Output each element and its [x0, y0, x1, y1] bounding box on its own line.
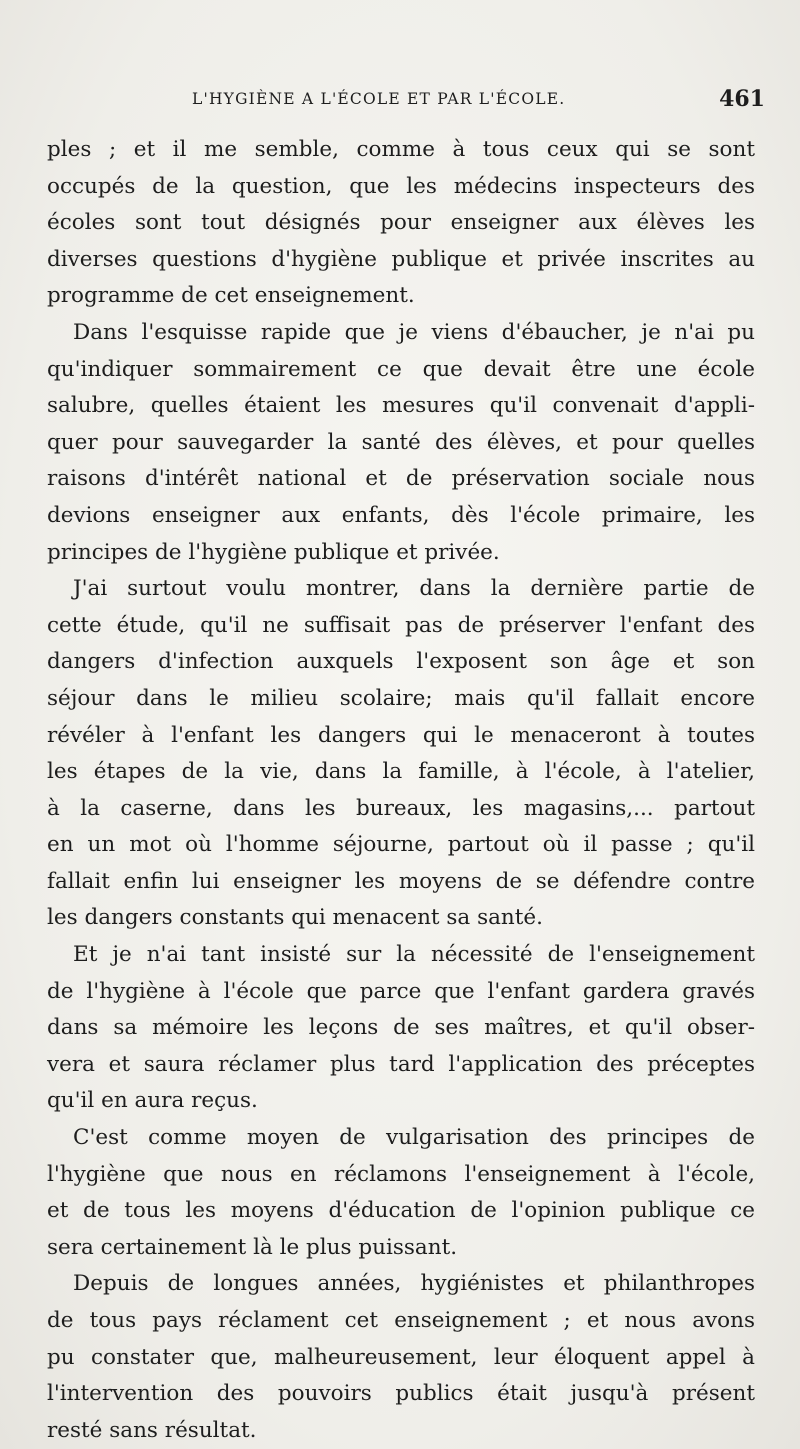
text-line: programme de cet enseignement. [47, 283, 415, 309]
text-line: occupés de la question, que les médecins inspecteurs des [47, 173, 755, 199]
text-line: Dans l'esquisse rapide que je viens d'ébaucher, je n'ai pu [73, 319, 755, 345]
text-line: cette étude, qu'il ne suffisait pas de préserver l'enfant des [47, 612, 755, 638]
text-line: vera et saura réclamer plus tard l'application des préceptes [47, 1051, 755, 1077]
text-line: devions enseigner aux enfants, dès l'école primaire, les [47, 502, 755, 528]
text-line: dangers d'infection auxquels l'exposent son âge et son [47, 649, 755, 675]
text-line: écoles sont tout désignés pour enseigner aux élèves les [47, 210, 755, 236]
text-line: ples ; et il me semble, comme à tous ceux qui se sont [47, 137, 755, 162]
text-line: les dangers constants qui menacent sa santé. [47, 905, 543, 931]
running-head: L'HYGIÈNE A L'ÉCOLE ET PAR L'ÉCOLE. [192, 90, 566, 108]
text-line: l'hygiène que nous en réclamons l'enseignement à l'école, [47, 1161, 755, 1187]
text-line: principes de l'hygiène publique et privée. [47, 539, 500, 565]
text-line: fallait enfin lui enseigner les moyens de se défendre contre [47, 868, 755, 894]
text-line: Et je n'ai tant insisté sur la nécessité de l'enseignement [73, 942, 755, 968]
page-header [50, 86, 765, 120]
text-line: J'ai surtout voulu montrer, dans la dernière partie de [73, 576, 755, 602]
text-line: qu'indiquer sommairement ce que devait être une école [47, 356, 755, 382]
text-line: raisons d'intérêt national et de préservation sociale nous [47, 466, 755, 492]
text-line: pu constater que, malheureusement, leur éloquent appel à [47, 1344, 755, 1370]
text-line: qu'il en aura reçus. [47, 1088, 258, 1114]
text-line: révéler à l'enfant les dangers qui le menaceront à toutes [47, 722, 755, 748]
text-line: séjour dans le milieu scolaire; mais qu'il fallait encore [47, 685, 755, 711]
text-line: l'intervention des pouvoirs publics était jusqu'à présent [47, 1381, 755, 1407]
text-line: les étapes de la vie, dans la famille, à l'école, à l'atelier, [47, 759, 755, 785]
text-line: à la caserne, dans les bureaux, les magasins,... partout [47, 795, 755, 821]
text-line: sera certainement là le plus puissant. [47, 1234, 458, 1260]
text-line: de l'hygiène à l'école que parce que l'enfant gardera gravés [47, 978, 755, 1004]
text-line: dans sa mémoire les leçons de ses maîtres, et qu'il obser- [47, 1015, 755, 1041]
text-line: en un mot où l'homme séjourne, partout où il passe ; qu'il [47, 832, 755, 858]
text-line: Depuis de longues années, hygiénistes et philanthropes [73, 1271, 755, 1297]
text-line: de tous pays réclament cet enseignement ; et nous avons [47, 1308, 755, 1333]
text-line: et de tous les moyens d'éducation de l'opinion publique ce [47, 1198, 755, 1224]
text-line: quer pour sauvegarder la santé des élèves, et pour quelles [47, 429, 755, 455]
text-line: C'est comme moyen de vulgarisation des principes de [73, 1125, 755, 1151]
body-text [47, 132, 755, 1449]
page-number: 461 [719, 86, 765, 112]
text-line: diverses questions d'hygiène publique et privée inscrites au [47, 246, 755, 272]
text-line: resté sans résultat. [47, 1417, 257, 1443]
text-line: salubre, quelles étaient les mesures qu'il convenait d'appli- [47, 393, 755, 419]
